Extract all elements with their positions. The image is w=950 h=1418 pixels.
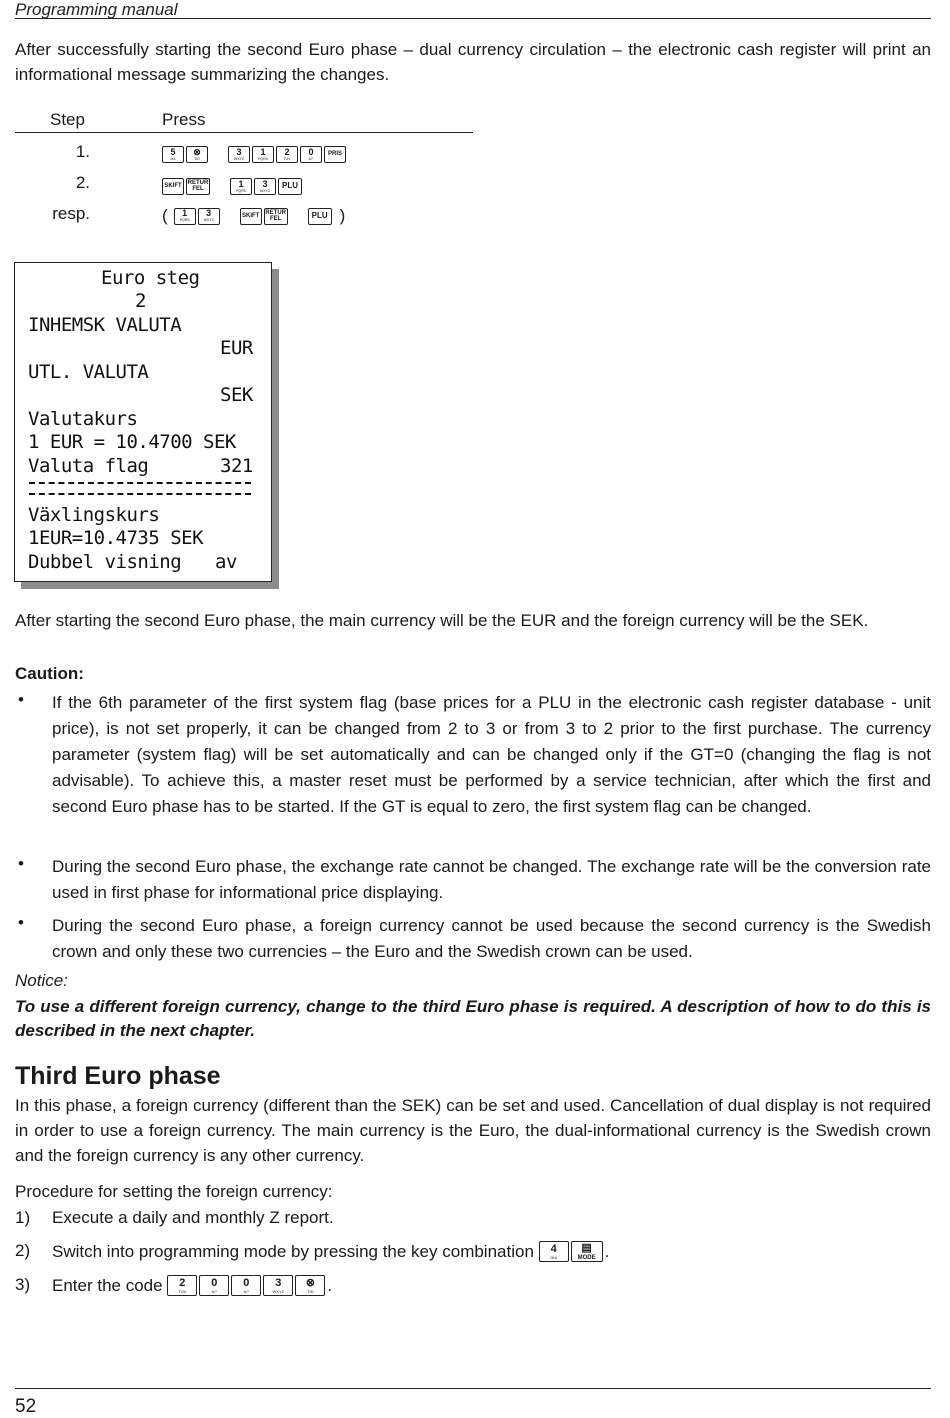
key-mode: ▤ MODE	[571, 1241, 603, 1262]
step-text	[52, 1275, 332, 1296]
key-1: 1 PQRS	[174, 208, 196, 225]
step-text-end: .	[327, 1275, 333, 1295]
key-retur-fel: RETUR FEL	[264, 208, 288, 225]
step-text-content: Switch into programming mode by pressing the key combination	[52, 1241, 539, 1261]
procedure-intro: Procedure for setting the foreign currency:	[15, 1182, 333, 1201]
key-tid: ⊗ TID	[186, 146, 208, 163]
key-2: 2 TUV	[276, 146, 298, 163]
bullet: •	[18, 690, 24, 709]
section-paragraph: In this phase, a foreign currency (different than the SEK) can be set and used. Cancellation of dual display is not required in order to use a foreign currency. The main currency is the Euro, the dual-informational currency is the Swedish crown and the foreign currency is any other currency.	[15, 1096, 931, 1165]
key-0: 0 &/*	[199, 1275, 229, 1296]
receipt-separator	[29, 482, 251, 484]
key-0: 0 &/*	[300, 146, 322, 163]
receipt-line: SEK	[220, 384, 253, 406]
caution-item: During the second Euro phase, the exchange rate cannot be changed. The exchange rate will be the conversion rate used in first phase for informational price displaying.	[52, 857, 931, 902]
step-number: 2)	[15, 1241, 31, 1260]
receipt-value: av	[215, 551, 237, 573]
key-plu: PLU	[308, 208, 332, 225]
key-3: 3 WXYZ	[198, 208, 220, 225]
receipt-line: 2	[135, 290, 146, 312]
page-number: 52	[15, 1396, 37, 1417]
running-header: Programming manual	[15, 0, 178, 19]
open-paren: (	[162, 206, 168, 225]
step-number: 1)	[15, 1208, 31, 1227]
receipt-line: UTL. VALUTA	[28, 361, 149, 383]
key-3: 3 WXYZ	[263, 1275, 293, 1296]
table-rule	[15, 132, 473, 133]
step-text	[52, 1241, 609, 1262]
caution-item: During the second Euro phase, a foreign currency cannot be used because the second currency is the Swedish crown and only these two currencies – the Euro and the Swedish crown can be used.	[52, 916, 931, 961]
receipt-line: INHEMSK VALUTA	[28, 314, 182, 336]
key-sequence	[162, 178, 304, 195]
key-1: 1 PQRS	[252, 146, 274, 163]
key-3: 3 WXYZ	[228, 146, 250, 163]
step-label: 2.	[75, 173, 90, 192]
receipt-line: Dubbel visning	[28, 551, 182, 573]
key-3: 3 WXYZ	[254, 178, 276, 195]
step-label: 1.	[75, 142, 90, 161]
receipt-line: EUR	[220, 337, 253, 359]
receipt-separator	[29, 493, 251, 495]
key-skift: SKIFT	[240, 208, 262, 225]
step-text-content: Execute a daily and monthly Z report.	[52, 1208, 334, 1227]
caution-item: If the 6th parameter of the first system flag (base prices for a PLU in the electronic cash register database - unit price), is not set properly, it can be changed from 2 to 3 or from 3 to 2 prior to the first purchase. The currency parameter (system flag) will be set automatically and can be changed only if the GT=0 (changing the flag is not advisable). To achieve this, a master reset must be performed by a service technician, after which the first and second Euro phase has to be started. If the GT is equal to zero, the first system flag can be changed.	[52, 693, 931, 816]
receipt-line: 1EUR=10.4735 SEK	[28, 527, 204, 549]
key-plu: PLU	[278, 178, 302, 195]
receipt-line: Valuta flag	[28, 455, 149, 477]
bullet: •	[18, 913, 24, 932]
step-text-content: Enter the code	[52, 1275, 168, 1295]
step-text-end: .	[604, 1241, 610, 1261]
header-rule	[15, 18, 931, 19]
key-2: 2 TUV	[167, 1275, 197, 1296]
intro-paragraph: After successfully starting the second Euro phase – dual currency circulation – the electronic cash register will print an informational message summarizing the changes.	[15, 40, 931, 84]
notice-title: Notice:	[15, 971, 68, 990]
receipt-line: Växlingskurs	[28, 504, 160, 526]
key-4: 4 GHI	[539, 1241, 569, 1262]
key-0: 0 &/*	[231, 1275, 261, 1296]
receipt-line: Valutakurs	[28, 408, 138, 430]
key-sequence	[162, 146, 348, 163]
key-5: 5 JKL	[162, 146, 184, 163]
notice-text: To use a different foreign currency, change to the third Euro phase is required. A description of how to do this is described in the next chapter.	[15, 997, 931, 1040]
step-number: 3)	[15, 1275, 31, 1294]
key-skift: SKIFT	[162, 178, 184, 195]
receipt-line: Euro steg	[101, 267, 200, 289]
receipt-line: 1 EUR = 10.4700 SEK	[28, 431, 236, 453]
close-paren: )	[339, 206, 346, 225]
key-1: 1 PQRS	[230, 178, 252, 195]
section-heading: Third Euro phase	[15, 1062, 221, 1090]
receipt-printout	[14, 262, 272, 582]
footer-rule	[15, 1388, 931, 1389]
bullet: •	[18, 854, 24, 873]
key-retur-fel: RETUR FEL	[186, 178, 210, 195]
key-sequence	[162, 206, 351, 226]
step-label: resp.	[52, 204, 90, 223]
table-header-press: Press	[162, 110, 206, 129]
step-text	[52, 1208, 334, 1228]
key-pris: PRIS	[324, 146, 346, 163]
caution-title: Caution:	[15, 664, 84, 683]
after-paragraph: After starting the second Euro phase, the main currency will be the EUR and the foreign currency will be the SEK.	[15, 611, 869, 630]
receipt-value: 321	[220, 455, 253, 477]
key-tid: ⊗ TID	[295, 1275, 325, 1296]
table-header-step: Step	[50, 110, 85, 129]
